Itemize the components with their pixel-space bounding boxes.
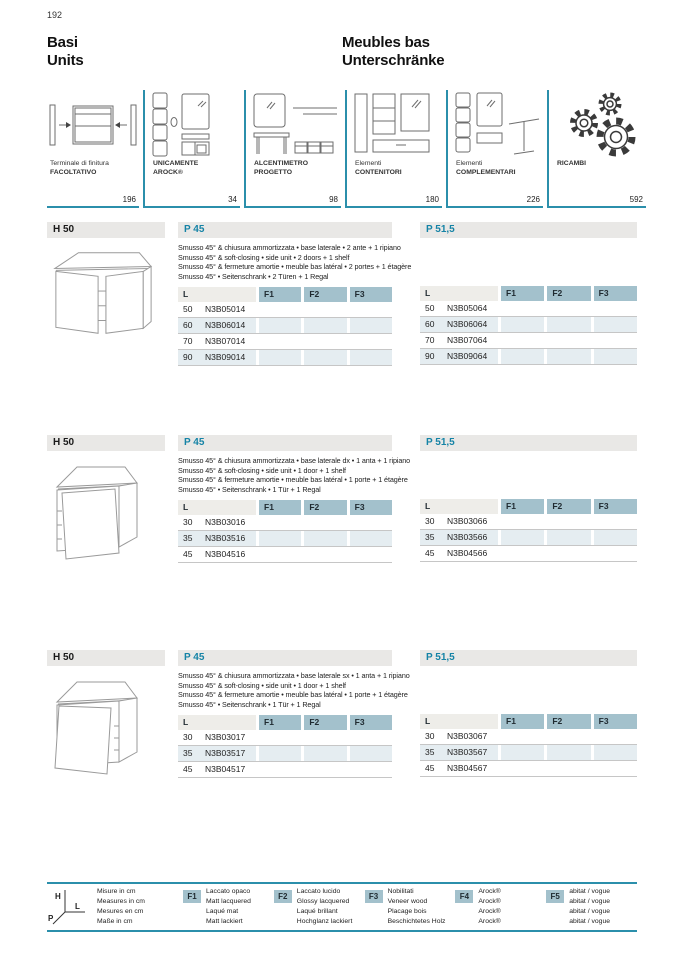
- nav-item-arock[interactable]: [143, 90, 240, 208]
- finish-cell: [547, 317, 590, 332]
- finish-cell: [594, 745, 637, 760]
- product-code: N3B09014: [205, 351, 246, 362]
- length-value: 90: [425, 351, 435, 361]
- length-value: 45: [183, 548, 193, 559]
- desc-french: Smusso 45° & fermeture amortie • meuble bas latéral • 2 portes + 1 étagère: [178, 262, 412, 272]
- product-code: N3B09064: [447, 351, 488, 361]
- svg-text:L: L: [75, 902, 80, 911]
- finish-cell: [501, 761, 544, 776]
- table-row: [178, 746, 392, 762]
- finish-cell: [547, 349, 590, 364]
- finish-line: Matt lacquered: [206, 898, 251, 905]
- finish-line: abitat / vogue: [569, 918, 610, 925]
- finish-cell: [594, 546, 637, 561]
- finish-cell: [501, 317, 544, 332]
- measures-line: Misure in cm: [97, 888, 136, 895]
- product-code: N3B06064: [447, 319, 488, 329]
- product-table: [420, 499, 637, 562]
- finish-cell: [350, 762, 392, 777]
- desc-italian: Smusso 45° & chiusura ammortizzata • base laterale • 2 ante + 1 ripiano: [178, 243, 401, 252]
- measures-line: Maße in cm: [97, 918, 133, 925]
- finish-cell: [350, 730, 392, 745]
- table-row: [178, 547, 392, 563]
- product-code: N3B07064: [447, 335, 488, 345]
- nav-label-line1: Terminale di finitura: [50, 160, 109, 167]
- complementary-units-icon: [453, 90, 543, 160]
- col-header-f3: F3: [350, 715, 392, 730]
- nav-item-terminale[interactable]: [47, 90, 139, 208]
- nav-label-line2: RICAMBI: [557, 160, 587, 167]
- title-italian: Basi: [47, 34, 78, 51]
- nav-item-complementari[interactable]: [446, 90, 543, 208]
- finish-f5: [546, 887, 637, 927]
- col-header-length: L: [178, 715, 256, 730]
- nav-item-ricambi[interactable]: [547, 90, 646, 208]
- desc-italian: Smusso 45° & chiusura ammortizzata • base laterale dx • 1 anta + 1 ripiano: [178, 456, 411, 465]
- length-value: 35: [425, 747, 435, 757]
- finish-cell: [350, 350, 392, 365]
- product-code: N3B03517: [205, 747, 246, 758]
- finish-cell: [304, 746, 346, 761]
- desc-german: Smusso 45° • Seitenschrank • 1 Tür + 1 Regal: [178, 485, 321, 495]
- storage-units-icon: [352, 90, 442, 160]
- cabinet-drawing-1-door-left: [49, 674, 144, 779]
- product-description: [178, 243, 412, 282]
- product-code: N3B04566: [447, 548, 488, 558]
- finish-cell: [304, 334, 346, 349]
- svg-text:H: H: [55, 892, 61, 901]
- table-row: [178, 302, 392, 318]
- nav-page-ref[interactable]: 98: [329, 195, 338, 204]
- table-row: [420, 317, 637, 333]
- table-row: [178, 350, 392, 366]
- finish-code-badge: F5: [546, 890, 564, 903]
- finish-f1: [183, 887, 274, 927]
- col-header-f2: F2: [304, 500, 346, 515]
- col-header-f2: F2: [304, 287, 346, 302]
- finish-cell: [547, 301, 590, 316]
- desc-german: Smusso 45° • Seitenschrank • 1 Tür + 1 Regal: [178, 700, 321, 710]
- finish-cell: [259, 547, 301, 562]
- table-row: [420, 514, 637, 530]
- col-header-length: L: [178, 500, 256, 515]
- length-value: 50: [425, 303, 435, 313]
- length-value: 60: [183, 319, 193, 330]
- finish-f3: [365, 887, 456, 927]
- finish-cell: [350, 318, 392, 333]
- table-row: [178, 334, 392, 350]
- finish-cell: [350, 302, 392, 317]
- title-english: Units: [47, 52, 84, 69]
- table-row: [178, 318, 392, 334]
- finish-cell: [259, 318, 301, 333]
- finish-cell: [594, 761, 637, 776]
- finish-cell: [259, 730, 301, 745]
- table-row: [178, 515, 392, 531]
- cabinet-drawing-1-door-right: [49, 459, 144, 564]
- nav-label-line2: COMPLEMENTARI: [456, 168, 516, 176]
- length-value: 30: [425, 731, 435, 741]
- table-row: [178, 531, 392, 547]
- finish-cell: [501, 546, 544, 561]
- finish-line: Placage bois: [387, 908, 427, 915]
- nav-page-ref[interactable]: 34: [228, 195, 237, 204]
- finish-cell: [304, 730, 346, 745]
- finish-cell: [594, 301, 637, 316]
- length-value: 30: [425, 516, 435, 526]
- finish-line: abitat / vogue: [569, 888, 610, 895]
- length-value: 60: [425, 319, 435, 329]
- finish-cell: [259, 746, 301, 761]
- finish-line: Glossy lacquered: [296, 898, 350, 905]
- nav-label-line2: FACOLTATIVO: [50, 168, 97, 176]
- finish-cell: [594, 317, 637, 332]
- table-row: [420, 745, 637, 761]
- col-header-f1: F1: [259, 715, 301, 730]
- col-header-f2: F2: [547, 286, 590, 301]
- finish-line: Nobilitati: [387, 888, 414, 895]
- col-header-f1: F1: [259, 287, 301, 302]
- finish-cell: [304, 318, 346, 333]
- finish-line: Hochglanz lackiert: [296, 918, 353, 925]
- table-header: [178, 500, 392, 515]
- category-strip: [47, 90, 643, 208]
- finish-cell: [594, 530, 637, 545]
- finish-line: abitat / vogue: [569, 908, 610, 915]
- col-header-f3: F3: [350, 500, 392, 515]
- finish-cell: [304, 350, 346, 365]
- product-table: [178, 715, 392, 778]
- table-row: [178, 762, 392, 778]
- desc-english: Smusso 45° & soft-closing • side unit • 1 door + 1 shelf: [178, 680, 346, 690]
- finish-cell: [501, 333, 544, 348]
- finish-line: Beschichtetes Holz: [387, 918, 446, 925]
- nav-page-ref[interactable]: 592: [629, 195, 643, 204]
- finish-line: abitat / vogue: [569, 898, 610, 905]
- finish-line: Matt lackiert: [206, 918, 243, 925]
- depth-label: P 51,5: [420, 222, 637, 238]
- depth-label: P 51,5: [420, 650, 637, 666]
- col-header-f3: F3: [350, 287, 392, 302]
- depth-label: P 45: [178, 435, 392, 451]
- svg-text:P: P: [48, 914, 54, 923]
- finish-line: Arock®: [478, 898, 501, 905]
- finish-line: Laqué mat: [206, 908, 239, 915]
- finish-cell: [594, 729, 637, 744]
- measures-line: Measures in cm: [97, 898, 145, 905]
- finish-line: Laccato lucido: [296, 888, 341, 895]
- product-code: N3B04517: [205, 763, 246, 774]
- table-row: [420, 729, 637, 745]
- table-row: [420, 761, 637, 777]
- finish-line: Veneer wood: [387, 898, 428, 905]
- finish-cell: [501, 745, 544, 760]
- product-table: [420, 714, 637, 777]
- product-code: N3B03067: [447, 731, 488, 741]
- finish-cell: [259, 334, 301, 349]
- length-value: 50: [183, 303, 193, 314]
- desc-italian: Smusso 45° & chiusura ammortizzata • base laterale sx • 1 anta + 1 ripiano: [178, 671, 410, 680]
- length-value: 45: [183, 763, 193, 774]
- nav-page-ref[interactable]: 196: [122, 195, 136, 204]
- product-code: N3B07014: [205, 335, 246, 346]
- title-german: Unterschränke: [342, 52, 445, 69]
- nav-label-line2: PROGETTO: [254, 168, 293, 176]
- product-table: [420, 286, 637, 365]
- product-code: N3B05014: [205, 303, 246, 314]
- finish-cell: [501, 530, 544, 545]
- finish-line: Arock®: [478, 888, 501, 895]
- title-french: Meubles bas: [342, 34, 430, 51]
- finish-cell: [547, 530, 590, 545]
- finish-cell: [501, 349, 544, 364]
- col-header-length: L: [178, 287, 256, 302]
- finish-cell: [350, 531, 392, 546]
- finish-code-badge: F3: [365, 890, 383, 903]
- desc-french: Smusso 45° & fermeture amortie • meuble bas latéral • 1 porte + 1 étagère: [178, 690, 408, 700]
- finish-line: Arock®: [478, 918, 501, 925]
- depth-label: P 45: [178, 222, 392, 238]
- product-code: N3B03516: [205, 532, 246, 543]
- finish-cell: [259, 515, 301, 530]
- col-header-f2: F2: [304, 715, 346, 730]
- length-value: 30: [183, 516, 193, 527]
- nav-item-progetto[interactable]: [244, 90, 341, 208]
- finish-f2: [274, 887, 365, 927]
- table-row: [420, 530, 637, 546]
- nav-item-contenitori[interactable]: [345, 90, 442, 208]
- length-value: 70: [425, 335, 435, 345]
- finish-code-badge: F2: [274, 890, 292, 903]
- finish-line: Laqué brillant: [296, 908, 338, 915]
- finish-cell: [304, 515, 346, 530]
- product-code: N3B03566: [447, 532, 488, 542]
- col-header-length: L: [420, 714, 498, 729]
- finish-cell: [304, 531, 346, 546]
- arock-units-icon: [150, 90, 240, 160]
- nav-label-line2: AROCK®: [153, 168, 183, 176]
- depth-label: P 51,5: [420, 435, 637, 451]
- nav-page-ref[interactable]: 180: [425, 195, 439, 204]
- finish-code-badge: F1: [183, 890, 201, 903]
- table-header: [420, 714, 637, 729]
- product-code: N3B03016: [205, 516, 246, 527]
- length-value: 45: [425, 548, 435, 558]
- length-value: 35: [425, 532, 435, 542]
- table-row: [178, 730, 392, 746]
- page-number: 192: [47, 10, 63, 20]
- desc-english: Smusso 45° & soft-closing • side unit • 2 doors + 1 shelf: [178, 252, 350, 262]
- finish-cell: [350, 515, 392, 530]
- finish-cell: [259, 302, 301, 317]
- col-header-f1: F1: [501, 714, 544, 729]
- height-label: H 50: [47, 435, 165, 451]
- length-value: 35: [183, 747, 193, 758]
- height-label: H 50: [47, 222, 165, 238]
- measures-line: Mesures en cm: [97, 908, 144, 915]
- desc-german: Smusso 45° • Seitenschrank • 2 Türen + 1 Regal: [178, 272, 329, 282]
- product-code: N3B03066: [447, 516, 488, 526]
- product-table: [178, 500, 392, 563]
- table-row: [420, 546, 637, 562]
- legend: [47, 882, 637, 932]
- desc-french: Smusso 45° & fermeture amortie • meuble bas latéral • 1 porte + 1 étagère: [178, 475, 408, 485]
- col-header-f3: F3: [594, 499, 637, 514]
- table-row: [420, 333, 637, 349]
- finish-cell: [547, 546, 590, 561]
- length-value: 35: [183, 532, 193, 543]
- depth-label: P 45: [178, 650, 392, 666]
- finish-cell: [304, 302, 346, 317]
- nav-label-line1: ALCENTIMETRO: [254, 160, 308, 167]
- table-header: [420, 286, 637, 301]
- col-header-f1: F1: [259, 500, 301, 515]
- length-value: 45: [425, 763, 435, 773]
- finish-cell: [547, 761, 590, 776]
- product-description: [178, 671, 410, 710]
- product-code: N3B04516: [205, 548, 246, 559]
- measures-note: [97, 887, 183, 927]
- nav-label-line1: Elementi: [456, 160, 483, 167]
- col-header-f1: F1: [501, 499, 544, 514]
- gears-icon: [554, 90, 646, 160]
- dimensions-icon: [47, 887, 97, 927]
- nav-label-line1: UNICAMENTE: [153, 160, 199, 167]
- length-value: 90: [183, 351, 193, 362]
- nav-label-line1: Elementi: [355, 160, 382, 167]
- finish-cell: [259, 762, 301, 777]
- col-header-length: L: [420, 286, 498, 301]
- height-label: H 50: [47, 650, 165, 666]
- col-header-f3: F3: [594, 714, 637, 729]
- table-row: [420, 349, 637, 365]
- table-header: [420, 499, 637, 514]
- finish-cell: [350, 746, 392, 761]
- col-header-length: L: [420, 499, 498, 514]
- finish-cell: [547, 729, 590, 744]
- product-code: N3B06014: [205, 319, 246, 330]
- product-code: N3B05064: [447, 303, 488, 313]
- col-header-f3: F3: [594, 286, 637, 301]
- finish-line: Arock®: [478, 908, 501, 915]
- page-title: [47, 34, 637, 70]
- finish-cell: [594, 514, 637, 529]
- col-header-f2: F2: [547, 714, 590, 729]
- product-description: [178, 456, 411, 495]
- nav-label-line2: CONTENITORI: [355, 168, 402, 176]
- finish-line: Laccato opaco: [206, 888, 251, 895]
- finish-code-badge: F4: [455, 890, 473, 903]
- finish-cell: [594, 333, 637, 348]
- finish-cell: [547, 333, 590, 348]
- product-code: N3B03567: [447, 747, 488, 757]
- table-header: [178, 715, 392, 730]
- length-value: 30: [183, 731, 193, 742]
- finish-cell: [594, 349, 637, 364]
- cabinet-drawing-2-doors: [49, 246, 157, 341]
- finish-cell: [350, 334, 392, 349]
- made-to-measure-icon: [251, 90, 341, 160]
- finish-cell: [547, 514, 590, 529]
- col-header-f2: F2: [547, 499, 590, 514]
- product-code: N3B03017: [205, 731, 246, 742]
- end-panel-cabinet-icon: [47, 90, 139, 160]
- length-value: 70: [183, 335, 193, 346]
- table-row: [420, 301, 637, 317]
- finish-cell: [501, 301, 544, 316]
- finish-cell: [547, 745, 590, 760]
- nav-page-ref[interactable]: 226: [526, 195, 540, 204]
- finish-cell: [304, 762, 346, 777]
- product-table: [178, 287, 392, 366]
- finish-cell: [304, 547, 346, 562]
- col-header-f1: F1: [501, 286, 544, 301]
- finish-cell: [501, 729, 544, 744]
- product-code: N3B04567: [447, 763, 488, 773]
- finish-f4: [455, 887, 546, 927]
- finish-cell: [259, 531, 301, 546]
- finish-cell: [350, 547, 392, 562]
- finish-cell: [259, 350, 301, 365]
- finish-cell: [501, 514, 544, 529]
- table-header: [178, 287, 392, 302]
- desc-english: Smusso 45° & soft-closing • side unit • 1 door + 1 shelf: [178, 465, 346, 475]
